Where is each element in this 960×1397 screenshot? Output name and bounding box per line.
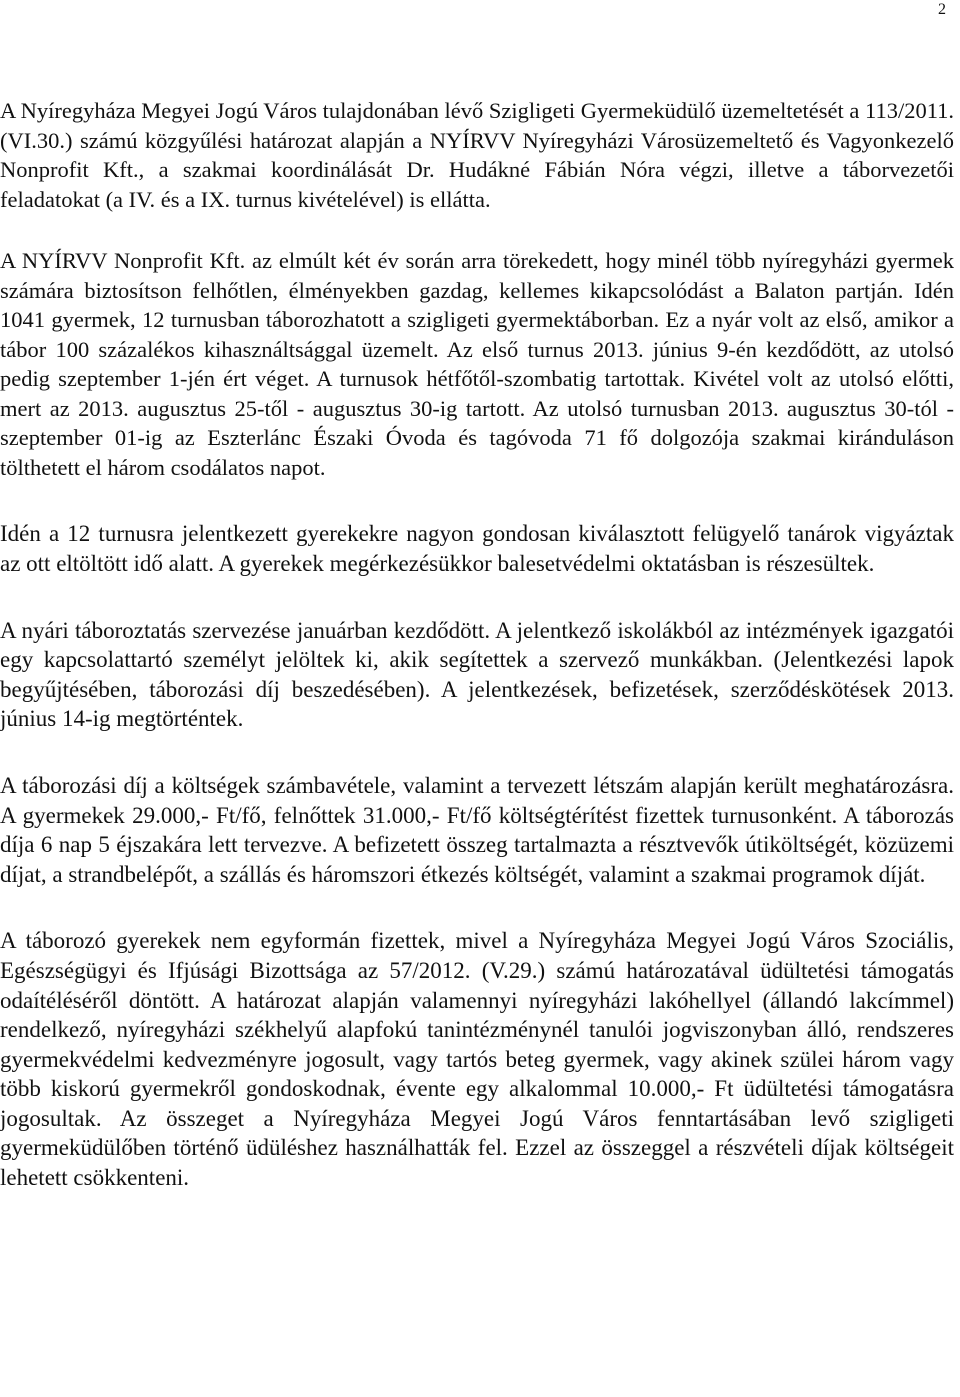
paragraph-camp-summary: A NYÍRVV Nonprofit Kft. az elmúlt két év során arra törekedett, hogy minél több nyíregyházi gyermek számára biztosítson felhőtlen, élményekben gazdag, kellemes kikapcsolódást a Balaton partján. Idén 1041 gyermek, 12 turnusban táborozhatott a szigligeti gyermektáborban. Ez a nyár volt az első, amikor a tábor 100 százalékos kihasználtsággal üzemelt. Az első turnus 2013. június 9-én kezdődött, az utolsó pedig szeptember 1-jén ért véget. A turnusok hétfőtől-szombatig tartottak. Kivétel volt az utolsó előtti, mert az 2013. augusztus 25-től - augusztus 30-ig tartott. Az utolsó turnusban 2013. augusztus 30-tól - szeptember 01-ig az Eszterlánc Északi Óvoda és tagóvoda 71 fő dolgozója szakmai kiránduláson tölthetett el három csodálatos napot. [0,248,954,480]
paragraph-organization: A nyári táboroztatás szervezése januárban kezdődött. A jelentkező iskolákból az intézmények igazgatói egy kapcsolattartó személyt jelöltek ki, akik segítettek a szervező munkákban. (Jelentkezési lapok begyűjtésében, táborozási díj beszedésében). A jelentkezések, befizetések, szerződéskötések 2013. június 14-ig megtörténtek. [0,617,954,732]
document-body [0,96,954,1193]
page-number: 2 [938,1,946,18]
paragraph-operation: A Nyíregyháza Megyei Jogú Város tulajdonában lévő Szigligeti Gyermeküdülő üzemeltetését a 113/2011. (VI.30.) számú közgyűlési határozat alapján a NYÍRVV Nyíregyházi Városüzemeltető és Vagyonkezelő Nonprofit Kft., a szakmai koordinálását Dr. Hudákné Fábián Nóra végzi, illetve a táborvezetői feladatokat (a IV. és a IX. turnus kivételével) is ellátta. [0,98,954,212]
paragraph-supervision: Idén a 12 turnusra jelentkezett gyerekekre nagyon gondosan kiválasztott felügyelő tanárok vigyáztak az ott eltöltött idő alatt. A gyerekek megérkezésükkor balesetvédelmi oktatásban is részesültek. [0,521,954,576]
paragraph-support: A táborozó gyerekek nem egyformán fizettek, mivel a Nyíregyháza Megyei Jogú Város Szociális, Egészségügyi és Ifjúsági Bizottsága az 57/2012. (V.29.) számú határozatával üdültetési támogatás odaítéléséről döntött. A határozat alapján valamennyi nyíregyházi lakóhellyel (állandó lakcímmel) rendelkező, nyíregyházi székhelyű alapfokú tanintézménynél tanulói jogviszonyban álló, rendszeres gyermekvédelmi kedvezményre jogosult, vagy tartós beteg gyermek, vagy akinek szülei három vagy több kiskorú gyermekről gondoskodnak, évente egy alkalommal 10.000,- Ft üdültetési támogatásra jogosultak. Az összeget a Nyíregyháza Megyei Jogú Város fenntartásában levő szigligeti gyermeküdülőben történő üdüléshez használhatták fel. Ezzel az összeggel a részvételi díjak költségeit lehetett csökkenteni. [0,928,954,1191]
paragraph-fees: A táborozási díj a költségek számbavétele, valamint a tervezett létszám alapján került meghatározásra. A gyermekek 29.000,- Ft/fő, felnőttek 31.000,- Ft/fő költségtérítést fizettek turnusonként. A táborozás díja 6 nap 5 éjszakára lett tervezve. A befizetett összeg tartalmazta a résztvevők útiköltségét, közüzemi díjat, a strandbelépőt, a szállás és háromszori étkezés költségét, valamint a szakmai programok díját. [0,772,954,887]
